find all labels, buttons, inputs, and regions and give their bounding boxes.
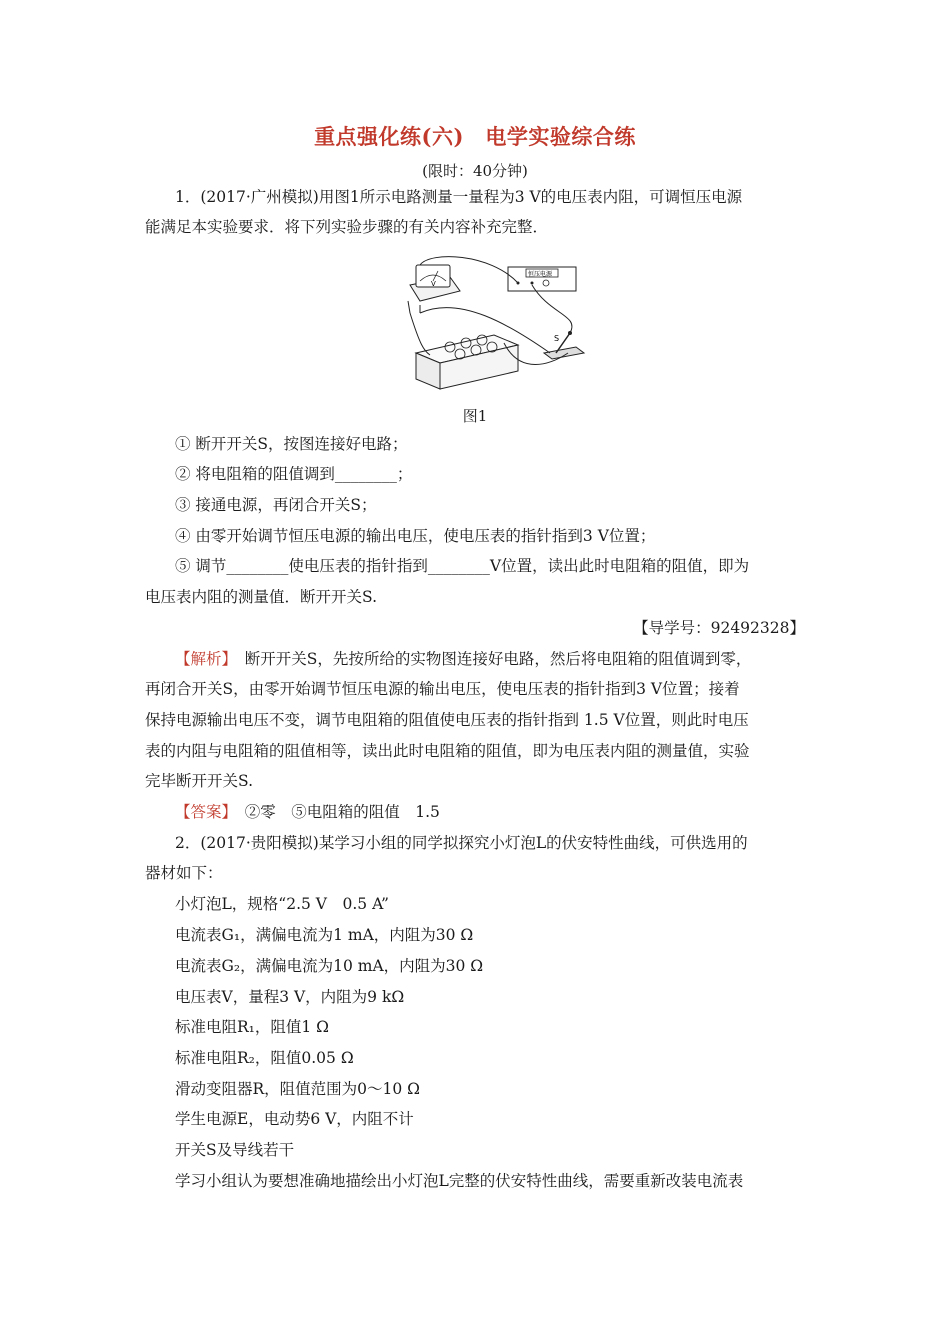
time-limit: (限时：40分钟) (422, 162, 528, 180)
guide-number: 【导学号：92492328】 (633, 619, 805, 637)
step-1: ① 断开开关S，按图连接好电路； (175, 435, 408, 453)
analysis-line-1 (175, 648, 751, 670)
analysis-tag: 【解析】 (175, 650, 230, 668)
equipment-item: 滑动变阻器R，阻值范围为0～10 Ω (175, 1080, 421, 1098)
power-supply-drawing (508, 267, 576, 291)
analysis-line-5: 完毕断开开关S. (145, 772, 253, 790)
voltmeter-label: V (431, 280, 436, 288)
equipment-item: 标准电阻R₁，阻值1 Ω (175, 1018, 330, 1036)
figure-caption: 图1 (462, 407, 488, 425)
switch-drawing (544, 331, 584, 359)
equipment-item: 电流表G₁，满偏电流为1 mA，内阻为30 Ω (175, 926, 474, 944)
answer-text: ②零 ⑤电阻箱的阻值 1.5 (229, 803, 440, 821)
equipment-item: 小灯泡L，规格“2.5 V 0.5 A” (175, 895, 389, 913)
q2-last-line: 学习小组认为要想准确地描绘出小灯泡L完整的伏安特性曲线，需要重新改装电流表 (175, 1172, 744, 1190)
page-title: 重点强化练(六) 电学实验综合练 (314, 124, 636, 149)
q1-line-1: 1．(2017·广州模拟)用图1所示电路测量一量程为3 V的电压表内阻，可调恒压电源 (175, 188, 743, 206)
step-4: ④ 由零开始调节恒压电源的输出电压，使电压表的指针指到3 V位置； (175, 527, 656, 545)
voltmeter-drawing (408, 265, 460, 313)
step-5-continued: 电压表内阻的测量值．断开开关S. (145, 588, 377, 606)
resistance-box-drawing (416, 335, 518, 389)
equipment-item: 电流表G₂，满偏电流为10 mA，内阻为30 Ω (175, 957, 484, 975)
analysis-line-3: 保持电源输出电压不变，调节电阻箱的阻值使电压表的指针指到 1.5 V位置，则此时电压 (145, 711, 749, 729)
q2-line-2: 器材如下： (145, 864, 223, 882)
analysis-line-2: 再闭合开关S，由零开始调节恒压电源的输出电压，使电压表的指针指到3 V位置；接着 (145, 680, 740, 698)
step-3: ③ 接通电源，再闭合开关S； (175, 496, 377, 514)
power-supply-label: 恒压电源 (528, 271, 553, 278)
analysis-line-4: 表的内阻与电阻箱的阻值相等，读出此时电阻箱的阻值，即为电压表内阻的测量值，实验 (145, 742, 750, 760)
circuit-figure (400, 255, 590, 395)
equipment-item: 开关S及导线若干 (175, 1141, 295, 1159)
q2-line-1: 2．(2017·贵阳模拟)某学习小组的同学拟探究小灯泡L的伏安特性曲线，可供选用的 (175, 834, 748, 852)
equipment-item: 标准电阻R₂，阻值0.05 Ω (175, 1049, 354, 1067)
step-5: ⑤ 调节________使电压表的指针指到________V位置，读出此时电阻箱的阻值，即为 (175, 557, 750, 575)
equipment-item: 学生电源E，电动势6 V，内阻不计 (175, 1110, 414, 1128)
answer-tag: 【答案】 (175, 803, 230, 821)
analysis-text-1: 断开开关S，先按所给的实物图连接好电路，然后将电阻箱的阻值调到零， (229, 650, 752, 668)
step-2: ② 将电阻箱的阻值调到________； (175, 465, 413, 483)
switch-label: S (554, 334, 560, 343)
equipment-item: 电压表V，量程3 V，内阻为9 kΩ (175, 988, 405, 1006)
answer-line (175, 801, 440, 823)
q1-line-2: 能满足本实验要求．将下列实验步骤的有关内容补充完整． (145, 218, 549, 236)
